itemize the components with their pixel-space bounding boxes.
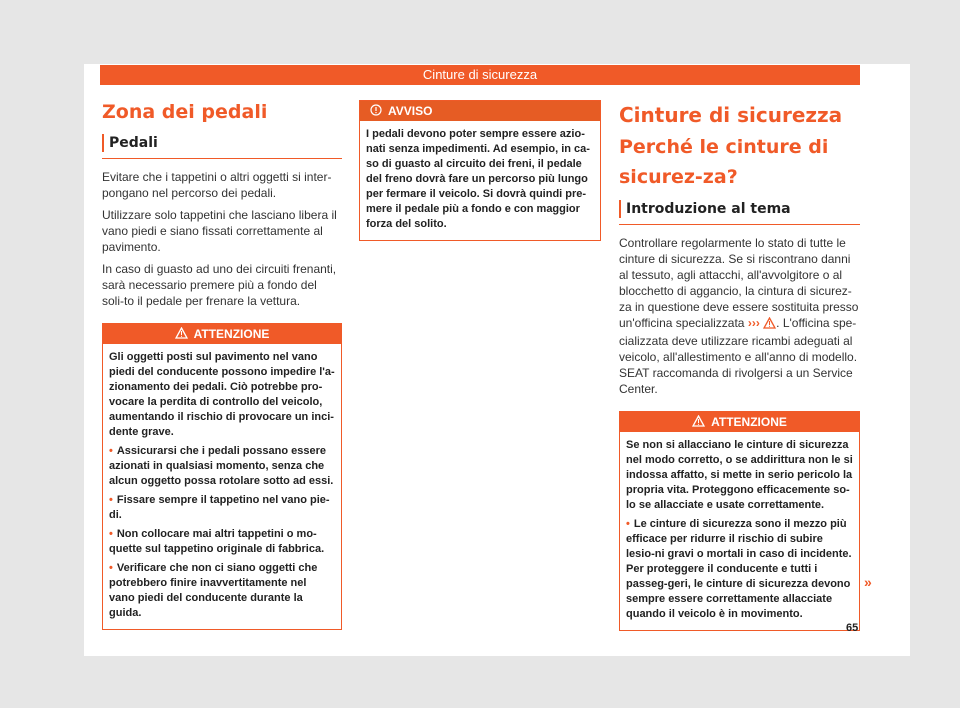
paragraph: Utilizzare solo tappetini che lasciano libera il vano piedi e siano fissati correttamente al pavimento. xyxy=(102,208,337,254)
heading-accent-bar xyxy=(619,200,621,218)
warning-triangle-icon xyxy=(692,413,705,433)
info-circle-icon xyxy=(370,102,382,122)
section-title: Perché le cinture di sicurez-za? xyxy=(619,136,829,188)
notice-text: I pedali devono poter sempre essere azio-nati senza impedimenti. Ad esempio, in ca-so di guasto al circuito dei freni, il pedale del freno dovrà fare un percorso più lungo per fermare il veicolo. Si dovrà quindi pre-mere il pedale più a fondo e con maggior forza del solito. xyxy=(366,128,590,230)
heading-accent-bar xyxy=(102,134,104,152)
running-header: Cinture di sicurezza xyxy=(100,65,860,85)
warning-label: ATTENZIONE xyxy=(711,415,787,429)
bullet-icon: • xyxy=(109,445,113,457)
warning-bullet: • Assicurarsi che i pedali possano essere azionati in qualsiasi momento, senza che alcun oggetto possa rotolare sotto ad essi. xyxy=(109,445,334,487)
warning-bullet: • Non collocare mai altri tappetini o mo-quette sul tappetino originale di fabbrica. xyxy=(109,528,325,555)
bullet-icon: • xyxy=(109,528,113,540)
right-column xyxy=(619,100,860,631)
warning-label: ATTENZIONE xyxy=(193,327,270,341)
subsection-title xyxy=(102,134,342,159)
continue-mark: » xyxy=(864,574,872,590)
warning-header xyxy=(103,324,341,344)
warning-box xyxy=(619,411,860,631)
notice-body xyxy=(360,121,600,240)
subsection-title xyxy=(619,200,860,225)
notice-label: AVVISO xyxy=(388,104,433,118)
middle-column xyxy=(359,100,601,241)
section-title: Zona dei pedali xyxy=(102,101,268,123)
notice-box xyxy=(359,100,601,241)
bullet-icon: • xyxy=(109,494,113,506)
chapter-title: Cinture di sicurezza xyxy=(619,103,843,127)
warning-intro: Se non si allacciano le cinture di sicurezza nel modo corretto, o se addirittura non le si indossa affatto, si mette in serio pericolo la propria vita. Proteggono efficacemente so-lo se allacciate e usate correttamente. xyxy=(626,439,853,511)
warning-triangle-icon xyxy=(175,325,188,345)
bullet-icon: • xyxy=(109,562,113,574)
warning-triangle-icon xyxy=(763,317,776,333)
warning-body xyxy=(620,432,859,630)
paragraph: Evitare che i tappetini o altri oggetti si inter-pongano nel percorso dei pedali. xyxy=(102,170,332,200)
warning-box xyxy=(102,323,342,630)
page-number: 65 xyxy=(846,622,859,634)
subsection-label: Pedali xyxy=(109,135,158,151)
warning-bullet: • Verificare che non ci siano oggetti che potrebbero finire inavvertitamente nel vano piedi del conducente durante la guida. xyxy=(109,562,318,619)
warning-bullet: • Fissare sempre il tappetino nel vano pie-di. xyxy=(109,494,330,521)
warning-bullet: • Le cinture di sicurezza sono il mezzo più efficace per ridurre il rischio di subire lesio-ni gravi o mortali in caso di incidente. Per proteggere il conducente e tutti i passeg-geri, le cinture di sicurezza devono sempre essere correttamente allacciate quando il veicolo è in movimento. xyxy=(626,518,852,620)
cross-reference-arrows[interactable]: ››› xyxy=(747,316,760,330)
subsection-label: Introduzione al tema xyxy=(626,201,791,217)
warning-header xyxy=(620,412,859,432)
bullet-icon: • xyxy=(626,518,630,530)
warning-body xyxy=(103,344,341,629)
paragraph: In caso di guasto ad uno dei circuiti frenanti, sarà necessario premere più a fondo del soli-to il pedale per frenare la vettura. xyxy=(102,262,337,308)
notice-header xyxy=(360,101,600,121)
left-column xyxy=(102,100,342,630)
paragraph: Controllare regolarmente lo stato di tutte le cinture di sicurezza. Se si riscontrano danni al tessuto, agli attacchi, all'avvolgitore o al blocchetto di aggancio, la cintura di sicurez-za in questione deve essere sostituita presso un'officina specializzata ››› . L'officina spe-cializzata deve utilizzare ricambi adeguati al veicolo, all'allestimento e all'anno di modello. SEAT raccomanda di rivolgersi a un Service Center. xyxy=(619,236,859,396)
warning-intro: Gli oggetti posti sul pavimento nel vano piedi del conducente possono impedire l'a-zionamento dei pedali. Ciò potrebbe pro-vocare la perdita di controllo del veicolo, aumentando il rischio di provocare un inci-dente grave. xyxy=(109,351,335,438)
